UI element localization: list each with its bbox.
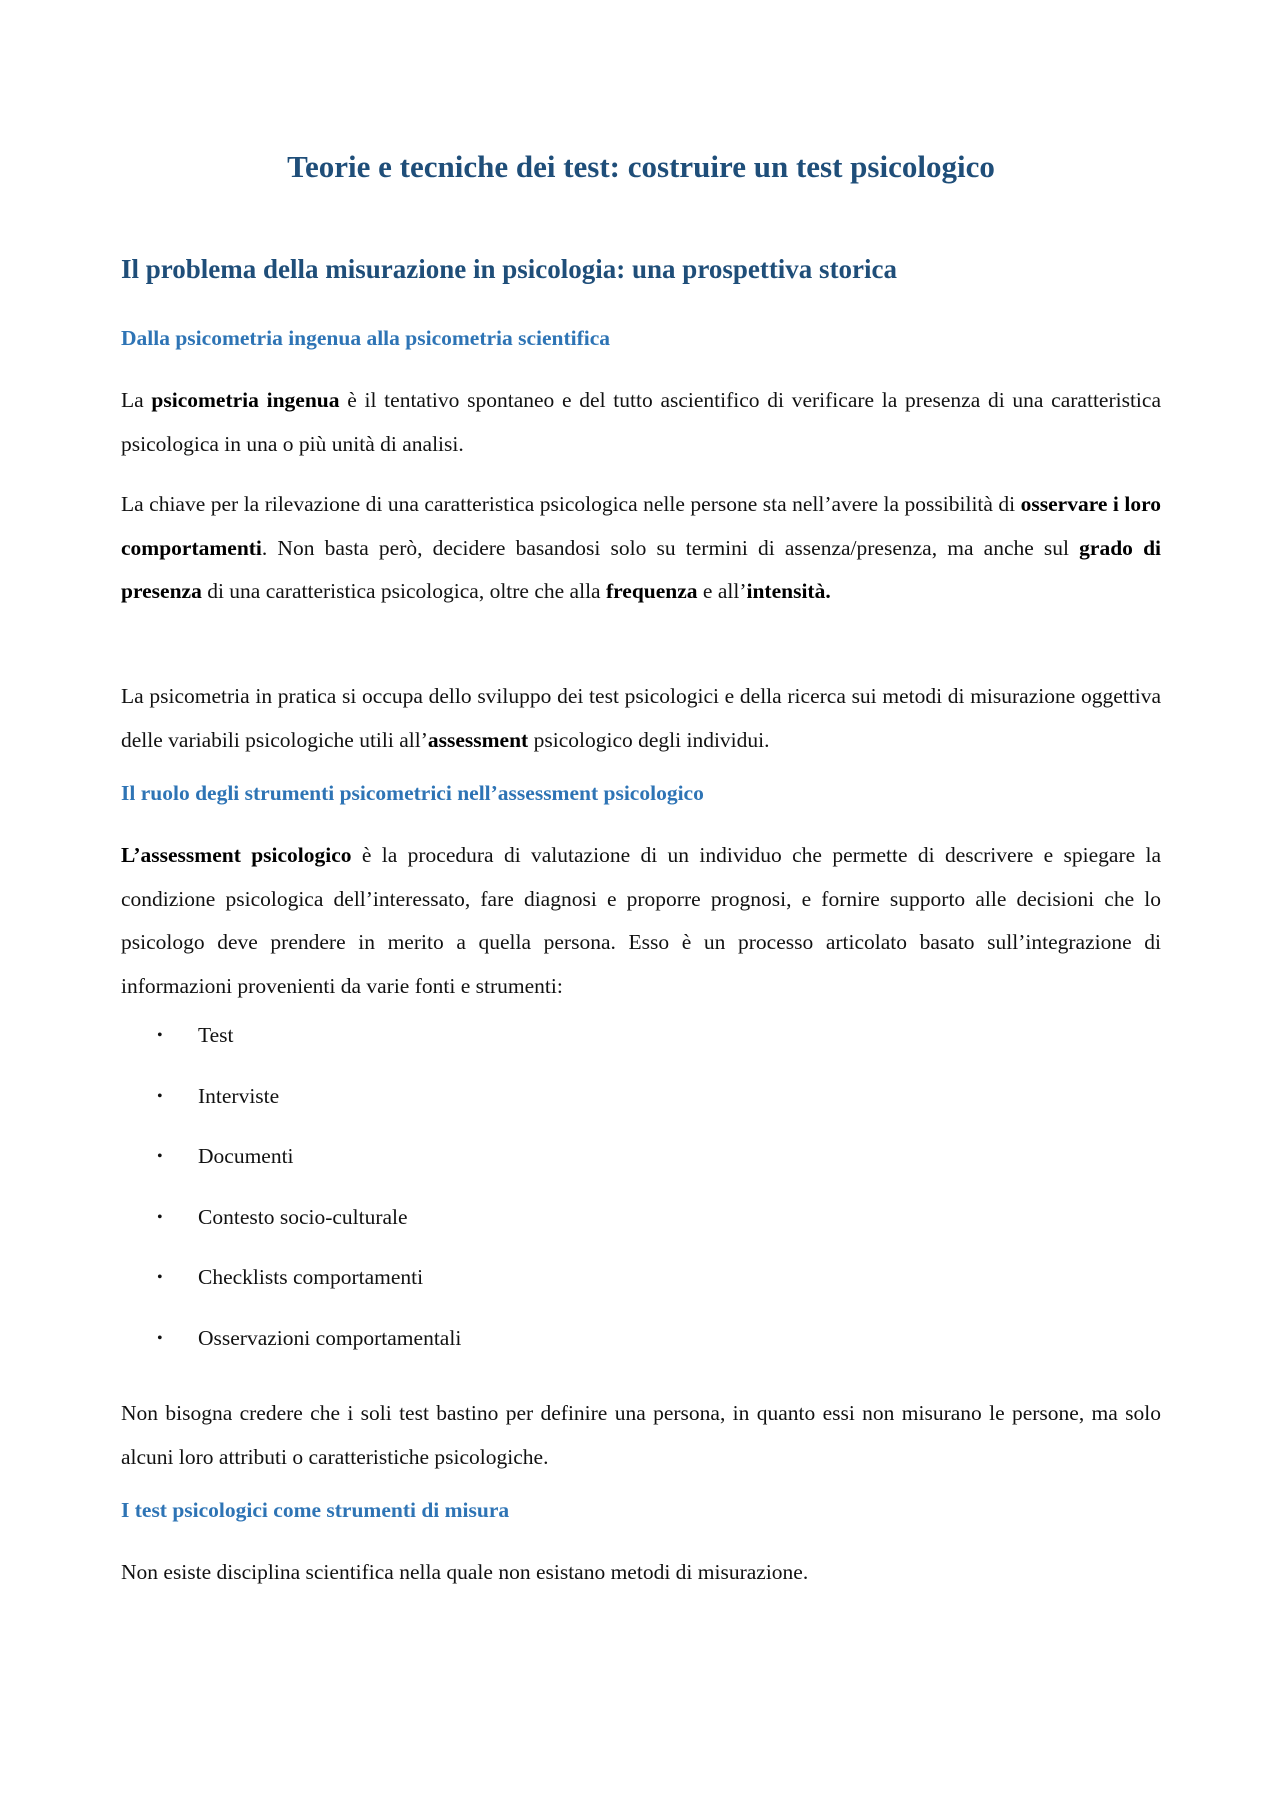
bullet-icon: • (157, 1027, 163, 1044)
paragraph-limiti-test: Non bisogna credere che i soli test bastino per definire una persona, in quanto essi non misurano le persone, ma solo alcuni loro attributi o caratteristiche psicologiche. (121, 1401, 1161, 1469)
bullet-icon: • (157, 1208, 163, 1226)
text-run: . Non basta però, decidere basandosi solo su termini di assenza/presenza, ma anche sul (261, 535, 1080, 560)
bullet-icon: • (157, 1148, 163, 1166)
text-run: è il tentativo spontaneo e del tutto ascientifico di verificare la presenza di una caratteristica psicologica in una o più unità di analisi. (121, 388, 1161, 456)
text-run: La (121, 388, 152, 412)
text-run: è la procedura di valutazione di un individuo che permette di descrivere e spiegare la condizione psicologica dell’interessato, fare diagnosi e proporre prognosi, e fornire supporto alle decisioni che lo psicologo deve prendere in merito a quella persona. Esso è un processo articolato basato sull’integrazione di informazioni provenienti da varie fonti e strumenti: (121, 843, 1162, 998)
text-run: e all’ (697, 579, 747, 603)
paragraph-assessment (121, 834, 1161, 1008)
paragraph-disciplina-scientifica: Non esiste disciplina scientifica nella quale non esistano metodi di misurazione. (121, 1560, 809, 1584)
list-item (121, 1023, 1161, 1084)
list-item-label: Documenti (198, 1144, 294, 1169)
bold-term: osservare i loro comportamenti (121, 492, 1161, 560)
list-item (121, 1326, 1161, 1387)
bullet-icon: • (157, 1087, 163, 1105)
bold-term: psicometria ingenua (151, 388, 340, 412)
document-title: Teorie e tecniche dei test: costruire un test psicologico (287, 149, 995, 184)
list-item (121, 1084, 1161, 1145)
bullet-icon: • (157, 1269, 163, 1287)
subsection-heading-psicometria: Dalla psicometria ingenua alla psicometria scientifica (121, 326, 611, 350)
list-item-label: Contesto socio-culturale (198, 1204, 408, 1229)
bold-term: frequenza (605, 579, 698, 603)
text-run: La chiave per la rilevazione di una caratteristica psicologica nelle persone sta nell’avere la possibilità di (121, 492, 1021, 516)
sources-list (121, 1023, 1161, 1387)
bold-term: grado di presenza (121, 535, 1161, 603)
text-run: di una caratteristica psicologica, oltre che alla (201, 579, 606, 603)
paragraph-psicometria-ingenua (121, 379, 1161, 466)
bullet-icon: • (157, 1329, 163, 1347)
list-item (121, 1144, 1161, 1205)
paragraph-rilevazione (121, 483, 1161, 614)
subsection-heading-strumenti-misura: I test psicologici come strumenti di misura (121, 1498, 510, 1522)
bold-term: L’assessment psicologico (121, 843, 352, 867)
list-item-label: Test (198, 1023, 234, 1047)
list-item-label: Interviste (198, 1083, 280, 1108)
subsection-heading-strumenti: Il ruolo degli strumenti psicometrici nell’assessment psicologico (121, 781, 704, 805)
list-item-label: Checklists comportamenti (198, 1265, 424, 1290)
section-heading-misurazione: Il problema della misurazione in psicologia: una prospettiva storica (121, 254, 898, 284)
text-run: psicologico degli individui. (528, 727, 770, 752)
text-run: La psicometria in pratica si occupa dello sviluppo dei test psicologici e della ricerca sui metodi di misurazione oggettiva delle variabili psicologiche utili all’ (121, 684, 1161, 752)
bold-term: assessment (427, 727, 529, 752)
bold-term: intensità. (746, 579, 831, 603)
paragraph-psicometria-pratica (121, 675, 1161, 762)
list-item (121, 1205, 1161, 1266)
list-item (121, 1265, 1161, 1326)
list-item-label: Osservazioni comportamentali (198, 1325, 462, 1350)
